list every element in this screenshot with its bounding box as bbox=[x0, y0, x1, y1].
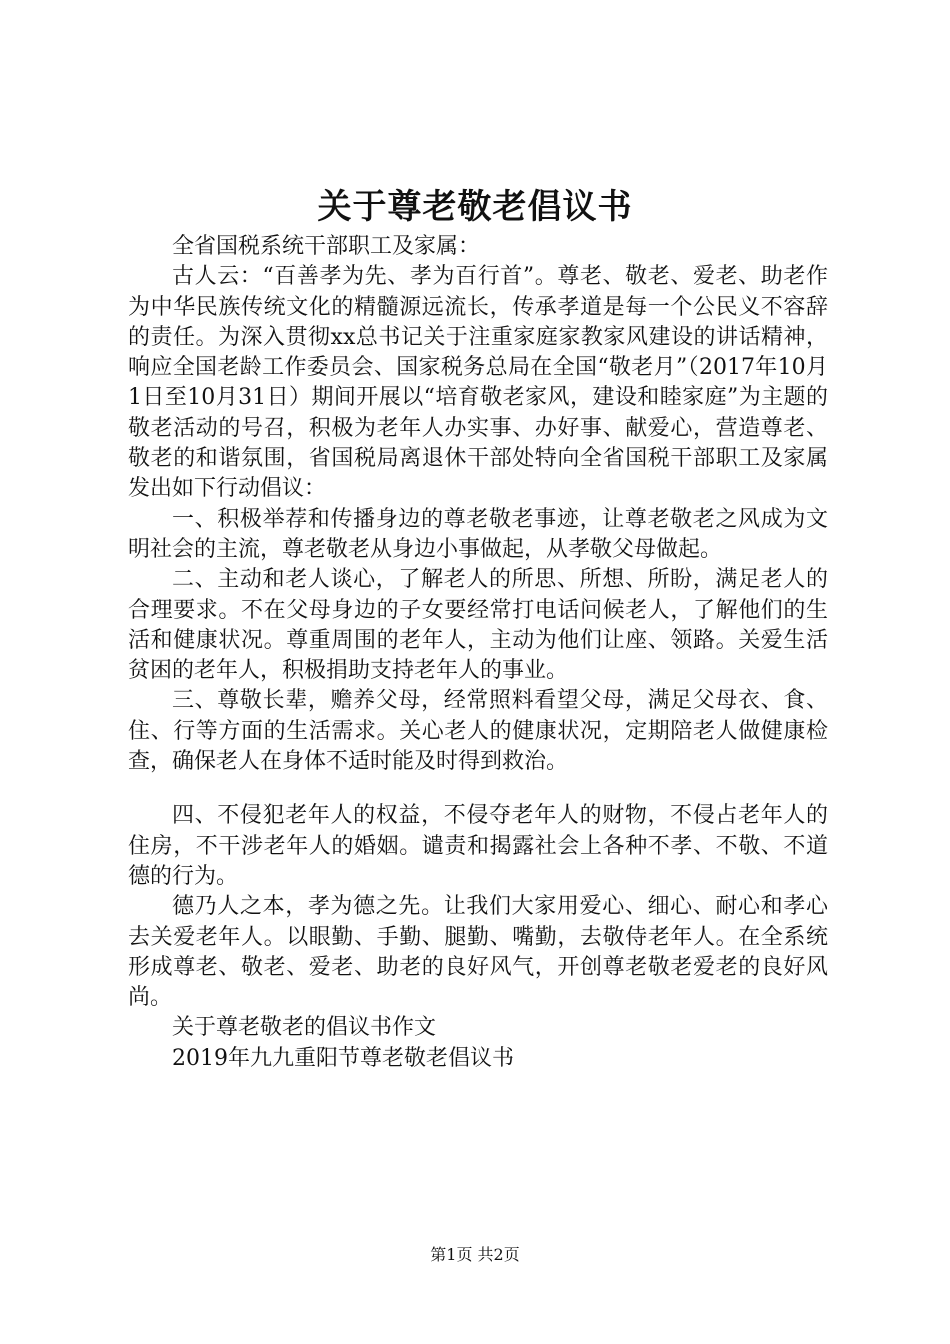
page-footer: 第1页 共2页 bbox=[430, 1245, 520, 1264]
paragraph-item-3: 三、尊敬长辈，赡养父母，经常照料看望父母，满足父母衣、食、住、行等方面的生活需求。关心老人的健康状况，定期陪老人做健康检查，确保老人在身体不适时能及时得到救治。 bbox=[128, 688, 828, 775]
related-link-1: 关于尊老敬老的倡议书作文 bbox=[172, 1015, 437, 1041]
salutation: 全省国税系统干部职工及家属： bbox=[172, 234, 481, 259]
document-title: 关于尊老敬老倡议书 bbox=[317, 187, 633, 227]
paragraph-item-4: 四、不侵犯老年人的权益，不侵夺老年人的财物，不侵占老年人的住房，不干涉老年人的婚姻。谴责和揭露社会上各种不孝、不敬、不道德的行为。 bbox=[128, 803, 828, 889]
paragraph-item-2: 二、主动和老人谈心，了解老人的所思、所想、所盼，满足老人的合理要求。不在父母身边的子女要经常打电话问候老人，了解他们的生活和健康状况。尊重周围的老年人，主动为他们让座、领路。关爱生活贫困的老年人，积极捐助支持老年人的事业。 bbox=[128, 567, 828, 684]
paragraph-intro: 古人云：“百善孝为先、孝为百行首”。尊老、敬老、爱老、助老作为中华民族传统文化的精髓源远流长，传承孝道是每一个公民义不容辞的责任。为深入贯彻xx总书记关于注重家庭家教家风建设的讲话精神，响应全国老龄工作委员会、国家税务总局在全国“敬老月”（2017年10月1日至10月31日）期间开展以“培育敬老家风，建设和睦家庭”为主题的敬老活动的号召，积极为老年人办实事、办好事、献爱心，营造尊老、敬老的和谐氛围，省国税局离退休干部处特向全省国税干部职工及家属发出如下行动倡议： bbox=[128, 264, 828, 502]
paragraph-item-1: 一、积极举荐和传播身边的尊老敬老事迹，让尊老敬老之风成为文明社会的主流，尊老敬老从身边小事做起，从孝敬父母做起。 bbox=[128, 506, 828, 562]
document-body bbox=[128, 232, 828, 1074]
related-link-2: 2019年九九重阳节尊老敬老倡议书 bbox=[172, 1045, 514, 1071]
paragraph-closing: 德乃人之本，孝为德之先。让我们大家用爱心、细心、耐心和孝心去关爱老年人。以眼勤、手勤、腿勤、嘴勤，去敬侍老年人。在全系统形成尊老、敬老、爱老、助老的良好风气，开创尊老敬老爱老的良好风尚。 bbox=[128, 894, 828, 1011]
